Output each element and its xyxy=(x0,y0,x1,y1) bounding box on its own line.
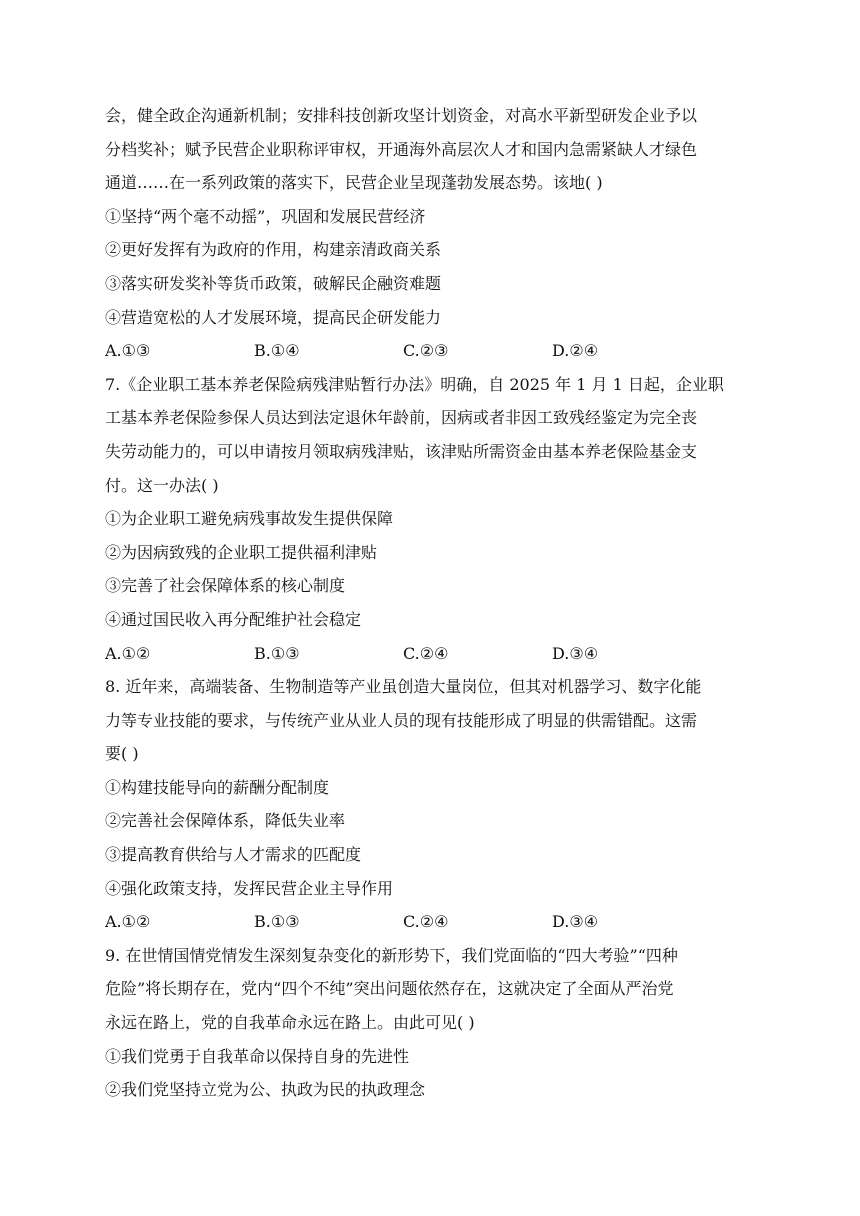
answer-options xyxy=(105,905,764,939)
statement-3: ③落实研发奖补等货币政策，破解民企融资难题 xyxy=(105,273,442,293)
question-6-continuation xyxy=(105,99,764,368)
statement-1: ①构建技能导向的薪酬分配制度 xyxy=(105,777,330,797)
statement-2: ②更好发挥有为政府的作用，构建亲清政商关系 xyxy=(105,240,442,260)
option-a: A.①③ xyxy=(105,341,151,361)
question-text-line: 会，健全政企沟通新机制；安排科技创新攻坚计划资金，对高水平新型研发企业予以 xyxy=(105,106,698,125)
question-text-line: 要( ) xyxy=(105,744,139,764)
statement-1: ①我们党勇于自我革命以保持自身的先进性 xyxy=(105,1046,410,1066)
answer-options xyxy=(105,637,764,671)
statement-4: ④营造宽松的人才发展环境，提高民企研发能力 xyxy=(105,307,442,327)
question-8 xyxy=(105,670,764,939)
question-text-line: 永远在路上，党的自我革命永远在路上。由此可见( ) xyxy=(105,1013,475,1033)
question-text-line: 危险”将长期存在，党内“四个不纯”突出问题依然存在，这就决定了全面从严治党 xyxy=(105,979,674,999)
option-b: B.①③ xyxy=(254,912,300,932)
question-text-line: 8. 近年来，高端装备、生物制造等产业虽创造大量岗位，但其对机器学习、数字化能 xyxy=(105,677,702,697)
question-text-line: 9. 在世情国情党情发生深刻复杂变化的新形势下，我们党面临的“四大考验”“四种 xyxy=(105,945,678,965)
option-d: D.③④ xyxy=(552,912,599,932)
statement-3: ③完善了社会保障体系的核心制度 xyxy=(105,576,346,596)
statement-4: ④通过国民收入再分配维护社会稳定 xyxy=(105,609,362,629)
statement-1: ①为企业职工避免病残事故发生提供保障 xyxy=(105,509,394,529)
option-b: B.①③ xyxy=(254,643,300,663)
option-b: B.①④ xyxy=(254,341,300,361)
option-c: C.②③ xyxy=(403,341,449,361)
option-c: C.②④ xyxy=(403,912,449,932)
option-c: C.②④ xyxy=(403,643,449,663)
statement-1: ①坚持“两个毫不动摇”，巩固和发展民营经济 xyxy=(105,206,426,226)
question-text-line: 失劳动能力的，可以申请按月领取病残津贴，该津贴所需资金由基本养老保险基金支 xyxy=(105,441,698,461)
option-d: D.②④ xyxy=(552,341,599,361)
question-text-line: 付。这一办法( ) xyxy=(105,475,219,495)
statement-2: ②我们党坚持立党为公、执政为民的执政理念 xyxy=(105,1080,426,1100)
option-a: A.①② xyxy=(105,912,151,932)
statement-3: ③提高教育供给与人才需求的匹配度 xyxy=(105,845,362,865)
option-d: D.③④ xyxy=(552,643,599,663)
question-text-line: 分档奖补；赋予民营企业职称评审权，开通海外高层次人才和国内急需紧缺人才绿色 xyxy=(105,139,698,159)
question-7 xyxy=(105,368,764,670)
option-a: A.①② xyxy=(105,643,151,663)
question-text-line: 7.《企业职工基本养老保险病残津贴暂行办法》明确，自 2025 年 1 月 1 日起，企业职 xyxy=(105,374,724,394)
question-9 xyxy=(105,939,764,1107)
statement-2: ②为因病致残的企业职工提供福利津贴 xyxy=(105,542,378,562)
question-text-line: 工基本养老保险参保人员达到法定退休年龄前，因病或者非因工致残经鉴定为完全丧 xyxy=(105,408,698,428)
statement-4: ④强化政策支持，发挥民营企业主导作用 xyxy=(105,878,394,898)
answer-options xyxy=(105,334,764,368)
question-text-line: 通道……在一系列政策的落实下，民营企业呈现蓬勃发展态势。该地( ) xyxy=(105,173,603,193)
statement-2: ②完善社会保障体系，降低失业率 xyxy=(105,811,346,831)
question-text-line: 力等专业技能的要求，与传统产业从业人员的现有技能形成了明显的供需错配。这需 xyxy=(105,710,698,730)
